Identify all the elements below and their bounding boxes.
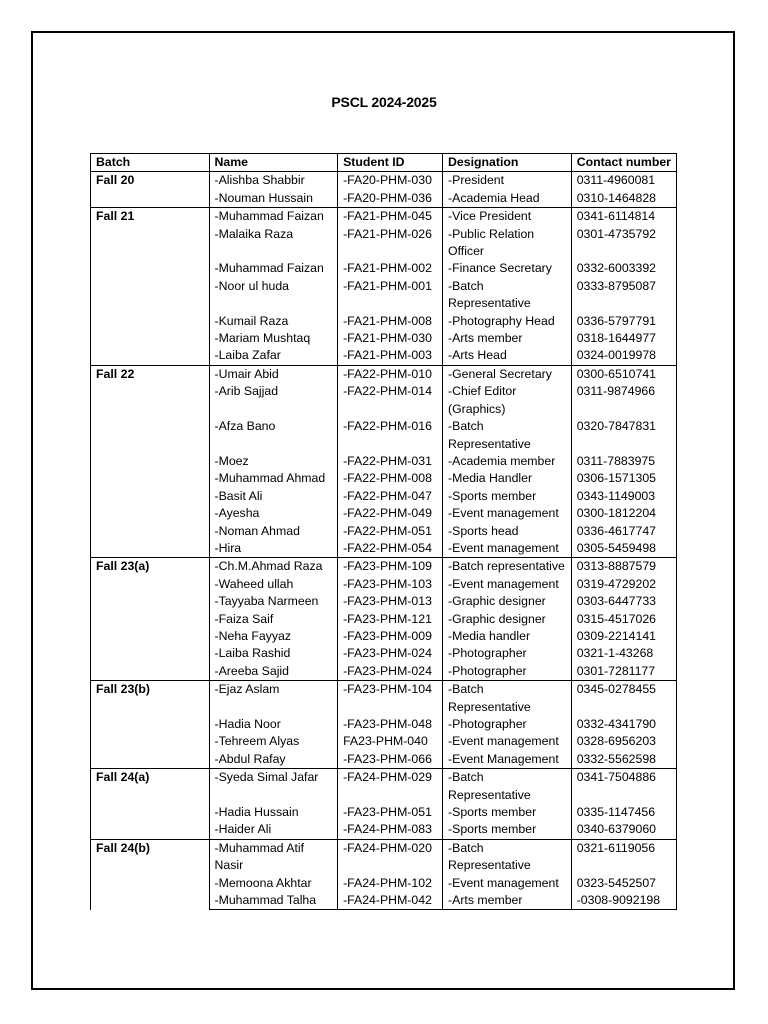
roster-body	[91, 172, 677, 910]
name-cell: -Mariam Mushtaq	[209, 330, 338, 347]
name-cell: -Umair Abid	[209, 365, 338, 383]
student-id-cell: -FA22-PHM-010	[338, 365, 443, 383]
student-id-cell: -FA22-PHM-054	[338, 540, 443, 558]
student-id-cell: -FA23-PHM-109	[338, 558, 443, 576]
student-id-cell: -FA23-PHM-048	[338, 716, 443, 733]
name-cell: -Laiba Zafar	[209, 347, 338, 365]
name-cell: -Muhammad Atif Nasir	[209, 839, 338, 874]
student-id-cell: -FA21-PHM-008	[338, 313, 443, 330]
student-id-cell: -FA22-PHM-016	[338, 418, 443, 453]
student-id-cell: -FA21-PHM-002	[338, 260, 443, 277]
student-id-cell: FA23-PHM-040	[338, 733, 443, 750]
contact-number-cell: 0323-5452507	[571, 875, 676, 892]
name-cell: -Hadia Hussain	[209, 804, 338, 821]
name-cell: -Neha Fayyaz	[209, 628, 338, 645]
student-id-cell: -FA20-PHM-030	[338, 172, 443, 190]
contact-number-cell: 0305-5459498	[571, 540, 676, 558]
name-cell: -Muhammad Faizan	[209, 208, 338, 226]
designation-cell: -Event management	[443, 505, 572, 522]
student-id-cell: -FA21-PHM-045	[338, 208, 443, 226]
student-id-cell: -FA21-PHM-003	[338, 347, 443, 365]
designation-cell: -Chief Editor (Graphics)	[443, 383, 572, 418]
name-cell: -Kumail Raza	[209, 313, 338, 330]
header-name: Name	[209, 154, 338, 172]
designation-cell: -Sports member	[443, 821, 572, 839]
designation-cell: -Sports member	[443, 804, 572, 821]
name-cell: -Laiba Rashid	[209, 645, 338, 662]
designation-cell: -Finance Secretary	[443, 260, 572, 277]
designation-cell: -Sports member	[443, 488, 572, 505]
batch-cell: Fall 24(b)	[91, 839, 210, 910]
student-id-cell: -FA22-PHM-008	[338, 470, 443, 487]
name-cell: -Noman Ahmad	[209, 523, 338, 540]
contact-number-cell: 0333-8795087	[571, 278, 676, 313]
designation-cell: -Event management	[443, 733, 572, 750]
contact-number-cell: 0321-6119056	[571, 839, 676, 874]
contact-number-cell: 0301-7281177	[571, 663, 676, 681]
student-id-cell: -FA23-PHM-024	[338, 663, 443, 681]
contact-number-cell: 0300-6510741	[571, 365, 676, 383]
contact-number-cell: 0320-7847831	[571, 418, 676, 453]
designation-cell: -Event management	[443, 540, 572, 558]
table-row	[91, 208, 677, 226]
student-id-cell: -FA23-PHM-013	[338, 593, 443, 610]
name-cell: -Noor ul huda	[209, 278, 338, 313]
designation-cell: -Batch Representative	[443, 839, 572, 874]
name-cell: -Tayyaba Narmeen	[209, 593, 338, 610]
designation-cell: -Arts Head	[443, 347, 572, 365]
contact-number-cell: 0311-4960081	[571, 172, 676, 190]
batch-cell: Fall 24(a)	[91, 769, 210, 840]
roster-table	[90, 153, 677, 910]
student-id-cell: -FA23-PHM-104	[338, 681, 443, 716]
designation-cell: -Photography Head	[443, 313, 572, 330]
student-id-cell: -FA23-PHM-103	[338, 576, 443, 593]
name-cell: -Ch.M.Ahmad Raza	[209, 558, 338, 576]
contact-number-cell: 0306-1571305	[571, 470, 676, 487]
contact-number-cell: 0332-4341790	[571, 716, 676, 733]
designation-cell: -Graphic designer	[443, 611, 572, 628]
contact-number-cell: 0311-9874966	[571, 383, 676, 418]
contact-number-cell: 0341-6114814	[571, 208, 676, 226]
contact-number-cell: 0321-1-43268	[571, 645, 676, 662]
designation-cell: -Arts member	[443, 892, 572, 910]
contact-number-cell: 0324-0019978	[571, 347, 676, 365]
student-id-cell: -FA24-PHM-083	[338, 821, 443, 839]
table-row	[91, 558, 677, 576]
student-id-cell: -FA20-PHM-036	[338, 190, 443, 208]
contact-number-cell: 0310-1464828	[571, 190, 676, 208]
designation-cell: -Event management	[443, 875, 572, 892]
student-id-cell: -FA22-PHM-047	[338, 488, 443, 505]
designation-cell: -General Secretary	[443, 365, 572, 383]
designation-cell: -Media handler	[443, 628, 572, 645]
name-cell: -Muhammad Faizan	[209, 260, 338, 277]
contact-number-cell: 0335-1147456	[571, 804, 676, 821]
designation-cell: -Batch Representative	[443, 769, 572, 804]
contact-number-cell: 0311-7883975	[571, 453, 676, 470]
table-row	[91, 365, 677, 383]
student-id-cell: -FA24-PHM-102	[338, 875, 443, 892]
name-cell: -Tehreem Alyas	[209, 733, 338, 750]
designation-cell: -President	[443, 172, 572, 190]
name-cell: -Hadia Noor	[209, 716, 338, 733]
designation-cell: -Photographer	[443, 663, 572, 681]
name-cell: -Basit Ali	[209, 488, 338, 505]
name-cell: -Areeba Sajid	[209, 663, 338, 681]
contact-number-cell: 0332-6003392	[571, 260, 676, 277]
contact-number-cell: 0345-0278455	[571, 681, 676, 716]
name-cell: -Faiza Saif	[209, 611, 338, 628]
contact-number-cell: 0341-7504886	[571, 769, 676, 804]
contact-number-cell: 0309-2214141	[571, 628, 676, 645]
designation-cell: -Event Management	[443, 751, 572, 769]
table-header-row	[91, 154, 677, 172]
designation-cell: -Academia Head	[443, 190, 572, 208]
contact-number-cell: -0308-9092198	[571, 892, 676, 910]
contact-number-cell: 0343-1149003	[571, 488, 676, 505]
designation-cell: -Sports head	[443, 523, 572, 540]
name-cell: -Haider Ali	[209, 821, 338, 839]
student-id-cell: -FA22-PHM-014	[338, 383, 443, 418]
contact-number-cell: 0319-4729202	[571, 576, 676, 593]
name-cell: -Afza Bano	[209, 418, 338, 453]
student-id-cell: -FA23-PHM-009	[338, 628, 443, 645]
header-designation: Designation	[443, 154, 572, 172]
table-row	[91, 681, 677, 716]
designation-cell: -Vice President	[443, 208, 572, 226]
contact-number-cell: 0303-6447733	[571, 593, 676, 610]
student-id-cell: -FA23-PHM-121	[338, 611, 443, 628]
student-id-cell: -FA24-PHM-020	[338, 839, 443, 874]
batch-cell: Fall 21	[91, 208, 210, 366]
contact-number-cell: 0336-4617747	[571, 523, 676, 540]
header-contact-number: Contact number	[571, 154, 676, 172]
table-row	[91, 769, 677, 804]
student-id-cell: -FA23-PHM-066	[338, 751, 443, 769]
designation-cell: -Media Handler	[443, 470, 572, 487]
contact-number-cell: 0332-5562598	[571, 751, 676, 769]
table-row	[91, 172, 677, 190]
name-cell: -Memoona Akhtar	[209, 875, 338, 892]
student-id-cell: -FA22-PHM-031	[338, 453, 443, 470]
contact-number-cell: 0300-1812204	[571, 505, 676, 522]
student-id-cell: -FA23-PHM-051	[338, 804, 443, 821]
student-id-cell: -FA21-PHM-030	[338, 330, 443, 347]
student-id-cell: -FA21-PHM-001	[338, 278, 443, 313]
name-cell: -Ejaz Aslam	[209, 681, 338, 716]
batch-cell: Fall 20	[91, 172, 210, 208]
name-cell: -Alishba Shabbir	[209, 172, 338, 190]
header-student-id: Student ID	[338, 154, 443, 172]
batch-cell: Fall 23(a)	[91, 558, 210, 681]
name-cell: -Waheed ullah	[209, 576, 338, 593]
batch-cell: Fall 22	[91, 365, 210, 557]
name-cell: -Hira	[209, 540, 338, 558]
designation-cell: -Graphic designer	[443, 593, 572, 610]
name-cell: -Nouman Hussain	[209, 190, 338, 208]
name-cell: -Moez	[209, 453, 338, 470]
designation-cell: -Batch Representative	[443, 418, 572, 453]
student-id-cell: -FA24-PHM-029	[338, 769, 443, 804]
contact-number-cell: 0313-8887579	[571, 558, 676, 576]
contact-number-cell: 0328-6956203	[571, 733, 676, 750]
contact-number-cell: 0315-4517026	[571, 611, 676, 628]
name-cell: -Muhammad Ahmad	[209, 470, 338, 487]
name-cell: -Muhammad Talha	[209, 892, 338, 910]
name-cell: -Arib Sajjad	[209, 383, 338, 418]
designation-cell: -Public Relation Officer	[443, 226, 572, 261]
contact-number-cell: 0318-1644977	[571, 330, 676, 347]
student-id-cell: -FA23-PHM-024	[338, 645, 443, 662]
name-cell: -Malaika Raza	[209, 226, 338, 261]
student-id-cell: -FA24-PHM-042	[338, 892, 443, 910]
document-title: PSCL 2024-2025	[331, 94, 437, 110]
student-id-cell: -FA22-PHM-049	[338, 505, 443, 522]
student-id-cell: -FA22-PHM-051	[338, 523, 443, 540]
designation-cell: -Batch Representative	[443, 681, 572, 716]
designation-cell: -Event management	[443, 576, 572, 593]
name-cell: -Ayesha	[209, 505, 338, 522]
contact-number-cell: 0301-4735792	[571, 226, 676, 261]
name-cell: -Abdul Rafay	[209, 751, 338, 769]
designation-cell: -Batch Representative	[443, 278, 572, 313]
header-batch: Batch	[91, 154, 210, 172]
designation-cell: -Batch representative	[443, 558, 572, 576]
designation-cell: -Arts member	[443, 330, 572, 347]
name-cell: -Syeda Simal Jafar	[209, 769, 338, 804]
designation-cell: -Photographer	[443, 645, 572, 662]
contact-number-cell: 0340-6379060	[571, 821, 676, 839]
contact-number-cell: 0336-5797791	[571, 313, 676, 330]
designation-cell: -Academia member	[443, 453, 572, 470]
table-row	[91, 839, 677, 874]
batch-cell: Fall 23(b)	[91, 681, 210, 769]
student-id-cell: -FA21-PHM-026	[338, 226, 443, 261]
designation-cell: -Photographer	[443, 716, 572, 733]
